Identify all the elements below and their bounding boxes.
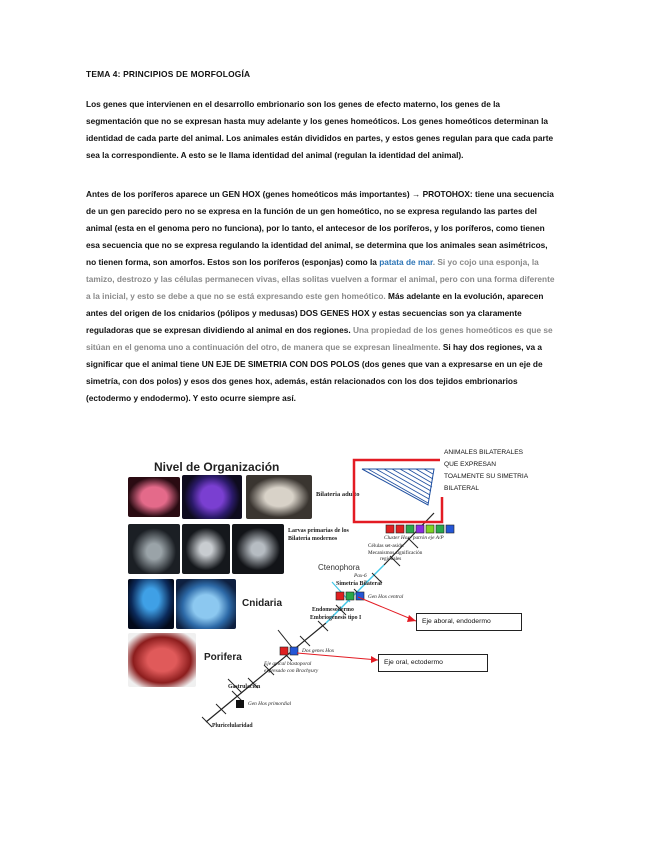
note-bilateral-line3: TOALMENTE SU SIMETRIA: [444, 473, 529, 480]
note-bilateral-line4: BILATERAL: [444, 485, 480, 492]
label-embriogenesis: Embriogénesis tipo I: [310, 615, 362, 621]
note-bilateral: [440, 445, 542, 497]
phylogeny-tree: [122, 455, 508, 737]
arrow-aboral: [358, 597, 416, 621]
note-bilateral-line1: ANIMALES BILATERALES: [444, 449, 524, 456]
label-larvas-line1: Larvas primarias de los: [288, 528, 349, 534]
label-dos-genes: Dos genes Hox: [302, 648, 335, 654]
label-pax6: Pax-6: [354, 573, 367, 579]
label-endomesodermo: Endomesodermo: [312, 607, 354, 613]
patata-de-mar-link[interactable]: patata de mar: [379, 257, 433, 267]
label-gastrulacion: Gastrulación: [228, 684, 261, 690]
arrow-oral: [297, 653, 378, 660]
label-cluster: Cluster Hox- patrón eje A/P: [384, 535, 444, 541]
note-bilateral-line2: QUE EXPRESAN: [444, 461, 497, 468]
para2-text-d: Una propiedad de los genes homeóticos es que se sitúan en el genoma uno a continuación del otro, de manera que se expresan linealmente.: [86, 325, 553, 352]
label-eje-apical-line2: expresado con Brachyury: [264, 667, 319, 674]
evolution-figure: [122, 449, 529, 737]
label-bilateria-adulto: Bilateria adulto: [316, 491, 360, 498]
para2-text-e: Si hay dos regiones, va a significar que el animal tiene UN EJE DE SIMETRIA CON DOS POLOS (dos genes que van a expresarse en un eje de simetría, con dos polos) y esos dos genes hox, además, están relacionados con los dos tejidos embrionarios (ectodermo y endodermo). Y esto ocurre siempre así.: [86, 342, 543, 403]
figure-heading: Nivel de Organización: [154, 460, 280, 474]
label-larvas-line2: Bilateria modernos: [288, 536, 338, 542]
label-cnidaria: Cnidaria: [242, 598, 283, 609]
central-hox-boxes: [336, 592, 364, 600]
label-simetria: Simetría Bilateral: [336, 581, 382, 587]
label-celulas-line1: Células set-aside.: [368, 543, 405, 549]
para2-text-c: Más adelante en la evolución, aparecen antes del origen de los cnidarios (pólipos y medusas) DOS GENES HOX y estas secuencias son ya claramente reguladoras que se expresan dividiendo al animal en dos regiones.: [86, 291, 544, 335]
label-eje-apical: [264, 661, 318, 674]
label-pluricelularidad: Pluricelularidad: [212, 723, 253, 729]
para2-text-b: . Si yo cojo una esponja, la tamizo, destrozo y las células permanecen vivas, ellas solitas vuelven a formar el animal, pero con una forma diferente a la inicial, y esto se debe a que no se está expresando este gen homeótico.: [86, 257, 555, 301]
label-celulas: [368, 543, 422, 563]
primordial-hox-box: [236, 700, 244, 708]
paragraph-hox: [86, 186, 556, 407]
label-porifera: Porifera: [204, 652, 242, 663]
label-celulas-line2: Mecanismos significación: [368, 549, 423, 556]
label-eje-apical-line1: Eje apical blastoporal: [264, 661, 312, 667]
note-oral: Eje oral, ectodermo: [378, 654, 488, 672]
label-ctenophora: Ctenophora: [318, 563, 360, 572]
paragraph-genes: Los genes que intervienen en el desarrollo embrionario son los genes de efecto materno, los genes de la segmentación que no se expresan hasta muy adelante y los genes homeóticos. Los genes homeóticos determinan la identidad de cada parte del animal. Los animales están divididos en partes, y estos genes regulan para que cada parte sea la correspondiente. A esto se le llama identidad del animal (regulan la identidad del animal).: [86, 99, 554, 160]
label-gen-hox-central: Gen Hox central: [368, 594, 404, 600]
para2-text-a: Antes de los poríferos aparece un GEN HOX (genes homeóticos más importantes) → PROTOHOX: tiene una secuencia de un gen parecido pero no se expresa en la función de un gen homeótico, no se expresa regulando las partes del animal (esta en el genoma pero no funciona), por lo tanto, el antecesor de los poríferos, y los poríferos, como tienen esa secuencia que no se expresa regulando la identidad del animal, se determina que los animales sean asimétricos, no tienen forma, son amorfos. Estos son los poríferos (esponjas) como la: [86, 189, 554, 267]
page-title: TEMA 4: PRINCIPIOS DE MORFOLOGÍA: [86, 69, 251, 79]
hox-cluster-boxes: [386, 525, 454, 533]
note-aboral: Eje aboral, endodermo: [416, 613, 522, 631]
label-celulas-line3: regionales: [380, 556, 402, 562]
label-gen-hox-primordial: Gen Hox primordial: [248, 701, 292, 707]
